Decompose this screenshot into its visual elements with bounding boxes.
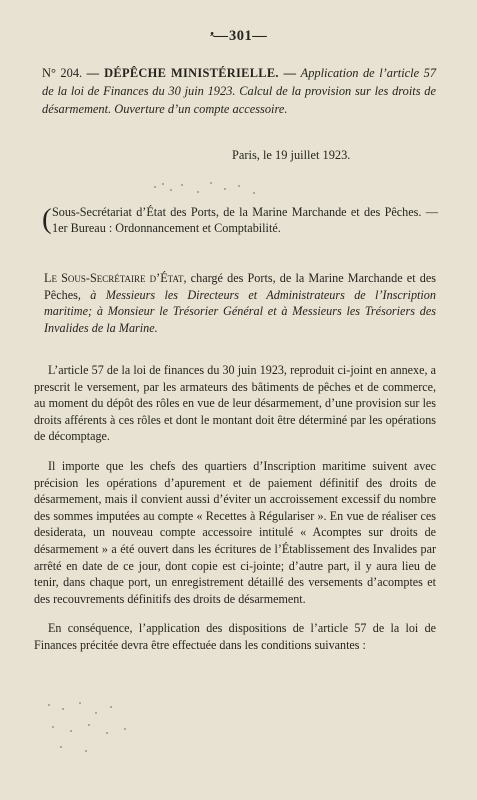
stain-mark [40, 700, 180, 760]
paragraph: Il importe que les chefs des quartiers d’Inscription maritime suivent avec précision les opérations d’apurement et de paiement définitif des droits de désarmement, mais il convient aussi d’éviter un accroissement excessif du nombre des sommes imputées au compte « Recettes à Régulariser ». En vue de réaliser ces desiderata, un nouveau compte accessoire intitulé « Acomptes sur droits de désarmement » a été ouvert dans les écritures de l’Établissement des Invalides par arrêté en date de ce jour, dont copie est ci-jointe; d’autre part, il y aura lieu de tenir, dans chaque port, un enregistrement détaillé des versements d’acomptes et des recouvrements définitifs des droits de désarmement. [34, 458, 436, 606]
address-block [44, 270, 436, 336]
dateline: Paris, le 19 juillet 1923. [232, 148, 351, 162]
page-number-value: 301 [228, 28, 253, 44]
page-number-mark: ᵜ— [209, 28, 227, 44]
bracket-mark: ( [42, 203, 52, 235]
paragraph: L’article 57 de la loi de finances du 30 juin 1923, reproduit ci-joint en annexe, a prescrit le versement, par les armateurs des bâtiments de pêches et de commerce, au moment du dépôt des rôles en vue de leur désarmement, d’une provision sur les droits afférents à ces rôles et dont le montant doit être déterminé par les opérations de décomptage. [34, 363, 436, 444]
page-number [0, 28, 477, 45]
address-text: chargé des Ports, de la Marine Marchande et des Pêches, [44, 271, 436, 302]
address-lead: Le Sous-Secrétaire d’État, [44, 271, 187, 285]
document-reference: N° 204. [42, 66, 83, 80]
address-recipients: à Messieurs les Directeurs et Administrateurs de l’Inscription maritime; à Monsieur le Trésorier Général et à Messieurs les Trésoriers des Invalides de la Marine. [44, 287, 436, 335]
document-title [42, 64, 436, 119]
body-text [34, 362, 436, 667]
document-genre: — DÉPÊCHE MINISTÉRIELLE. — [86, 66, 297, 80]
document-subject: Application de l’article 57 de la loi de Finances du 30 juin 1923. Calcul de la provision sur les droits de désarmement. Ouverture d’un compte accessoire. [42, 66, 437, 117]
page-number-suffix: — [252, 28, 268, 44]
sender-text: Sous-Secrétariat d’État des Ports, de la Marine Marchande et des Pêches. — 1er Bureau : Ordonnancement et Comptabilité. [52, 205, 438, 236]
sender-block [42, 203, 438, 237]
stain-mark [150, 180, 270, 200]
paragraph: En conséquence, l’application des dispositions de l’article 57 de la loi de Finances précitée devra être effectuée dans les conditions suivantes : [34, 621, 436, 652]
